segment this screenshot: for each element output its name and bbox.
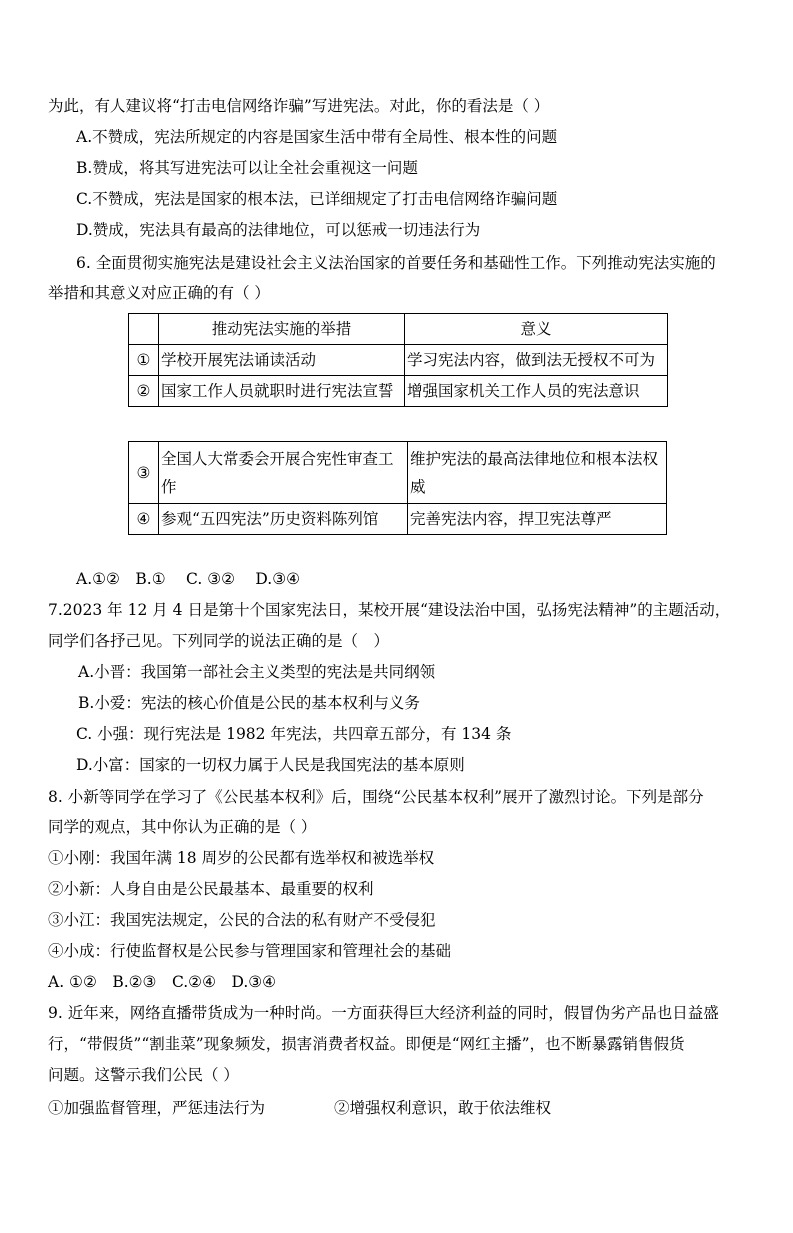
q9-item-1: ①加强监督管理，严惩违法行为 — [48, 1099, 266, 1117]
q7-stem-line1: 7.2023 年 12 月 4 日是第十个国家宪法日，某校开展“建设法治中国，弘扬宪法精神”的主题活动， — [48, 601, 731, 619]
q8-stem-line1: 8. 小新等同学在学习了《公民基本权利》后，围绕“公民基本权利”展开了激烈讨论。下列是部分 — [48, 788, 704, 806]
q6-row2-measure: 国家工作人员就职时进行宪法宣誓 — [159, 376, 405, 407]
q8-options: A. ①② B.②③ C.②④ D.③④ — [48, 973, 277, 991]
q8-item-4: ④小成：行使监督权是公民参与管理国家和管理社会的基础 — [48, 942, 452, 960]
q5-option-c: C.不赞成，宪法是国家的根本法，已详细规定了打击电信网络诈骗问题 — [76, 190, 558, 208]
q6-row3-meaning-line1: 维护宪法的最高法律地位和根本法权 — [410, 449, 659, 468]
q6-row4-measure: 参观“五四宪法”历史资料陈列馆 — [159, 504, 408, 535]
q6-table-top — [128, 313, 668, 407]
q6-header-num — [129, 314, 159, 345]
q6-row3-measure-line1: 全国人大常委会开展合宪性审查工 — [161, 449, 394, 468]
q6-row3-num: ③ — [129, 442, 159, 504]
q6-options: A.①② B.① C. ③② D.③④ — [76, 570, 301, 588]
q8-stem-line2: 同学的观点，其中你认为正确的是（ ） — [48, 818, 317, 836]
q9-item-2: ②增强权利意识，敢于依法维权 — [334, 1099, 552, 1117]
q9-stem-line1: 9. 近年来，网络直播带货成为一种时尚。一方面获得巨大经济利益的同时，假冒伪劣产品也日益盛 — [48, 1004, 719, 1022]
q7-stem-line2: 同学们各抒己见。下列同学的说法正确的是（ ） — [48, 632, 390, 650]
q6-row3-measure — [159, 442, 408, 504]
q5-option-a: A.不赞成，宪法所规定的内容是国家生活中带有全局性、根本性的问题 — [76, 128, 558, 146]
q6-row3-meaning — [408, 442, 667, 504]
q6-header-meaning: 意义 — [405, 314, 668, 345]
q6-row3-meaning-line2: 威 — [410, 477, 426, 496]
q6-table-header — [129, 314, 668, 345]
q6-row1-measure: 学校开展宪法诵读活动 — [159, 345, 405, 376]
q6-row1-meaning: 学习宪法内容，做到法无授权不可为 — [405, 345, 668, 376]
table-row — [129, 504, 667, 535]
table-row — [129, 376, 668, 407]
q6-stem-line2: 举措和其意义对应正确的有（ ） — [48, 284, 270, 302]
q5-option-b: B.赞成，将其写进宪法可以让全社会重视这一问题 — [76, 159, 418, 177]
table-row — [129, 345, 668, 376]
q6-row3-measure-line2: 作 — [161, 477, 177, 496]
q6-stem-line1: 6. 全面贯彻实施宪法是建设社会主义法治国家的首要任务和基础性工作。下列推动宪法实施的 — [76, 254, 716, 272]
q8-item-2: ②小新：人身自由是公民最基本、最重要的权利 — [48, 880, 374, 898]
q6-table-bottom — [128, 441, 667, 535]
q7-option-b: B.小爱：宪法的核心价值是公民的基本权利与义务 — [78, 694, 420, 712]
q5-option-d: D.赞成，宪法具有最高的法律地位，可以惩戒一切违法行为 — [76, 221, 481, 239]
q6-row2-meaning: 增强国家机关工作人员的宪法意识 — [405, 376, 668, 407]
q8-item-1: ①小刚：我国年满 18 周岁的公民都有选举权和被选举权 — [48, 849, 435, 867]
q9-stem-line2: 行，“带假货”“割韭菜”现象频发，损害消费者权益。即便是“网红主播”，也不断暴露销售假货 — [48, 1035, 685, 1053]
q6-row1-num: ① — [129, 345, 159, 376]
q7-option-d: D.小富：国家的一切权力属于人民是我国宪法的基本原则 — [76, 756, 465, 774]
q5-stem: 为此，有人建议将“打击电信网络诈骗”写进宪法。对此，你的看法是（ ） — [48, 97, 550, 115]
q8-item-3: ③小江：我国宪法规定，公民的合法的私有财产不受侵犯 — [48, 911, 436, 929]
q7-option-c: C. 小强：现行宪法是 1982 年宪法，共四章五部分，有 134 条 — [76, 725, 512, 743]
q9-stem-line3: 问题。这警示我们公民（ ） — [48, 1066, 239, 1084]
q6-row2-num: ② — [129, 376, 159, 407]
q7-option-a: A.小晋：我国第一部社会主义类型的宪法是共同纲领 — [78, 663, 436, 681]
q6-row4-meaning: 完善宪法内容，捍卫宪法尊严 — [408, 504, 667, 535]
table-row — [129, 442, 667, 504]
q6-header-measure: 推动宪法实施的举措 — [159, 314, 405, 345]
q6-row4-num: ④ — [129, 504, 159, 535]
